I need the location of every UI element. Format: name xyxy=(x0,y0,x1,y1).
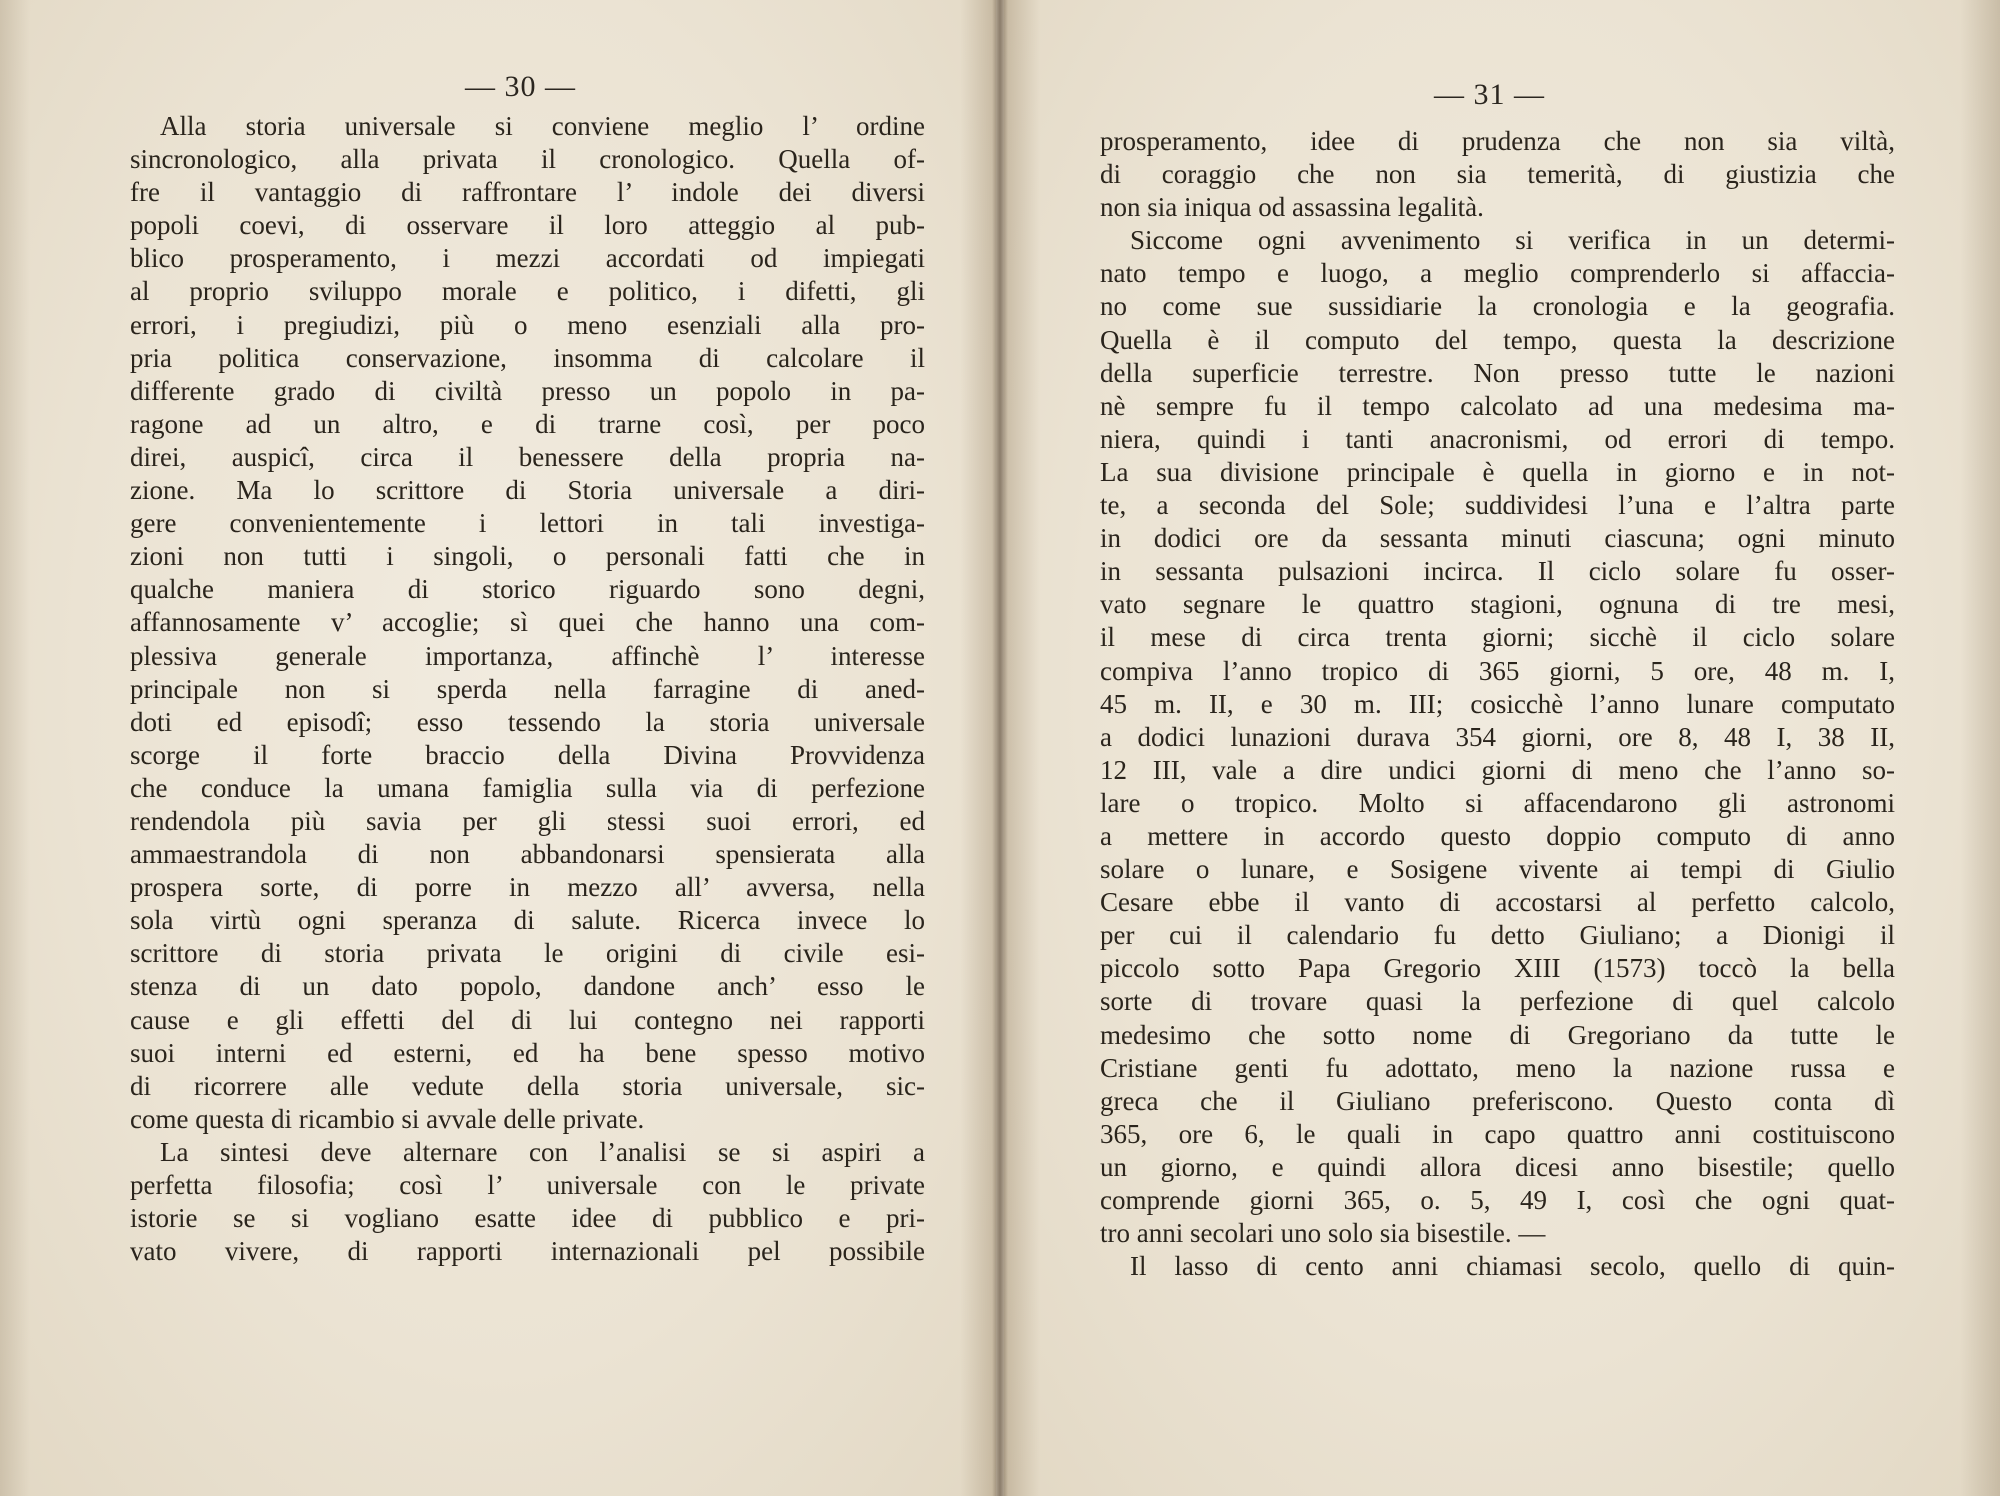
text-line: zioni non tutti i singoli, o personali fatti che in xyxy=(130,541,925,572)
text-line: nè sempre fu il tempo calcolato ad una medesima ma- xyxy=(1100,390,1895,421)
text-line: di coraggio che non sia temerità, di giustizia che xyxy=(1100,159,1895,190)
text-line: plessiva generale importanza, affinchè l’ interesse xyxy=(130,640,925,671)
text-line: sola virtù ogni speranza di salute. Ricerca invece lo xyxy=(130,905,925,936)
text-line: La sintesi deve alternare con l’analisi se si aspiri a xyxy=(160,1136,925,1167)
text-line: 45 m. II, e 30 m. III; cosicchè l’anno lunare computato xyxy=(1100,688,1895,719)
text-line: suoi interni ed esterni, ed ha bene spesso motivo xyxy=(130,1037,925,1068)
text-line: solare o lunare, e Sosigene vivente ai tempi di Giulio xyxy=(1100,854,1895,885)
text-line: sorte di trovare quasi la perfezione di quel calcolo xyxy=(1100,986,1895,1017)
text-line: medesimo che sotto nome di Gregoriano da tutte le xyxy=(1100,1019,1895,1050)
text-line: tro anni secolari uno solo sia bisestile. — xyxy=(1100,1218,1546,1249)
text-line: pria politica conservazione, insomma di calcolare il xyxy=(130,342,925,373)
text-line: ragone ad un altro, e di trarne così, per poco xyxy=(130,408,925,439)
text-line: il mese di circa trenta giorni; sicchè il ciclo solare xyxy=(1100,622,1895,653)
text-line: che conduce la umana famiglia sulla via di perfezione xyxy=(130,772,925,803)
text-line: La sua divisione principale è quella in giorno e in not- xyxy=(1100,456,1895,487)
text-line: della superficie terrestre. Non presso tutte le nazioni xyxy=(1100,357,1895,388)
text-line: in dodici ore da sessanta minuti ciascuna; ogni minuto xyxy=(1100,523,1895,554)
text-line: piccolo sotto Papa Gregorio XIII (1573) toccò la bella xyxy=(1100,953,1895,984)
text-line: blico prosperamento, i mezzi accordati od impiegati xyxy=(130,243,925,274)
text-line: prospera sorte, di porre in mezzo all’ avversa, nella xyxy=(130,872,925,903)
text-line: vato segnare le quattro stagioni, ognuna di tre mesi, xyxy=(1100,589,1895,620)
text-line: come questa di ricambio si avvale delle private. xyxy=(130,1103,645,1134)
page-edge-shadow xyxy=(1960,0,2000,1496)
text-line: al proprio sviluppo morale e politico, i difetti, gli xyxy=(130,276,925,307)
text-line: a dodici lunazioni durava 354 giorni, ore 8, 48 I, 38 II, xyxy=(1100,721,1895,752)
text-line: 12 III, vale a dire undici giorni di meno che l’anno so- xyxy=(1100,754,1895,785)
text-line: fre il vantaggio di raffrontare l’ indole dei diversi xyxy=(130,177,925,208)
text-line: gere convenientemente i lettori in tali investiga- xyxy=(130,508,925,539)
text-line: a mettere in accordo questo doppio computo di anno xyxy=(1100,820,1895,851)
text-line: cause e gli effetti del di lui contegno nei rapporti xyxy=(130,1004,925,1035)
text-line: doti ed episodî; esso tessendo la storia universale xyxy=(130,706,925,737)
text-line: Siccome ogni avvenimento si verifica in un determi- xyxy=(1130,225,1895,256)
book-gutter xyxy=(960,0,1040,1496)
page-number-30: — 30 — xyxy=(465,70,576,103)
text-line: perfetta filosofia; così l’ universale con le private xyxy=(130,1170,925,1200)
text-line: ammaestrandola di non abbandonarsi spensierata alla xyxy=(130,839,925,870)
text-line: nato tempo e luogo, a meglio comprenderlo si affaccia- xyxy=(1100,258,1895,289)
text-line: errori, i pregiudizi, più o meno esenziali alla pro- xyxy=(130,309,925,340)
text-line: affannosamente v’ accoglie; sì quei che hanno una com- xyxy=(130,607,925,638)
text-line: qualche maniera di storico riguardo sono degni, xyxy=(130,574,925,605)
text-line: Quella è il computo del tempo, questa la descrizione xyxy=(1100,324,1895,355)
text-line: direi, auspicî, circa il benessere della propria na- xyxy=(130,441,925,472)
text-line: no come sue sussidiarie la cronologia e la geografia. xyxy=(1100,291,1895,322)
text-line: Cesare ebbe il vanto di accostarsi al perfetto calcolo, xyxy=(1100,887,1895,918)
text-line: un giorno, e quindi allora dicesi anno bisestile; quello xyxy=(1100,1151,1895,1182)
left-page xyxy=(0,0,996,1496)
text-line: scrittore di storia privata le origini di civile esi- xyxy=(130,938,925,969)
text-line: Alla storia universale si conviene meglio l’ ordine xyxy=(160,111,925,141)
text-line: comprende giorni 365, o. 5, 49 I, così che ogni quat- xyxy=(1100,1185,1895,1215)
page-edge-shadow xyxy=(0,0,30,1496)
text-line: niera, quindi i tanti anacronismi, od errori di tempo. xyxy=(1100,423,1895,454)
text-line: te, a seconda del Sole; suddividesi l’una e l’altra parte xyxy=(1100,490,1895,521)
text-line: di ricorrere alle vedute della storia universale, sic- xyxy=(130,1070,925,1101)
text-line: principale non si sperda nella farragine di aned- xyxy=(130,673,925,704)
text-line: popoli coevi, di osservare il loro atteggio al pub- xyxy=(130,210,925,241)
text-line: Il lasso di cento anni chiamasi secolo, quello di quin- xyxy=(1130,1251,1895,1282)
text-line: greca che il Giuliano preferiscono. Questo conta dì xyxy=(1100,1085,1895,1116)
text-line: scorge il forte braccio della Divina Provvidenza xyxy=(130,739,925,770)
page-number-31: — 31 — xyxy=(1434,78,1545,111)
left-page-text xyxy=(130,110,925,1268)
text-line: per cui il calendario fu detto Giuliano; a Dionigi il xyxy=(1100,920,1895,951)
text-line: rendendola più savia per gli stessi suoi errori, ed xyxy=(130,805,925,836)
text-line: non sia iniqua od assassina legalità. xyxy=(1100,192,1484,223)
text-line: sincronologico, alla privata il cronologico. Quella of- xyxy=(130,144,925,175)
right-page-text xyxy=(1100,125,1895,1283)
text-line: lare o tropico. Molto si affacendarono gli astronomi xyxy=(1100,787,1895,818)
text-line: zione. Ma lo scrittore di Storia universale a diri- xyxy=(130,475,925,506)
text-line: stenza di un dato popolo, dandone anch’ esso le xyxy=(130,971,925,1002)
text-line: differente grado di civiltà presso un popolo in pa- xyxy=(130,375,925,406)
text-line: vato vivere, di rapporti internazionali pel possibile xyxy=(130,1236,925,1267)
text-line: 365, ore 6, le quali in capo quattro anni costituiscono xyxy=(1100,1118,1895,1149)
text-line: compiva l’anno tropico di 365 giorni, 5 ore, 48 m. I, xyxy=(1100,655,1895,686)
text-line: istorie se si vogliano esatte idee di pubblico e pri- xyxy=(130,1203,925,1234)
text-line: in sessanta pulsazioni incirca. Il ciclo solare fu osser- xyxy=(1100,556,1895,587)
text-line: Cristiane genti fu adottato, meno la nazione russa e xyxy=(1100,1052,1895,1083)
text-line: prosperamento, idee di prudenza che non sia viltà, xyxy=(1100,126,1895,156)
